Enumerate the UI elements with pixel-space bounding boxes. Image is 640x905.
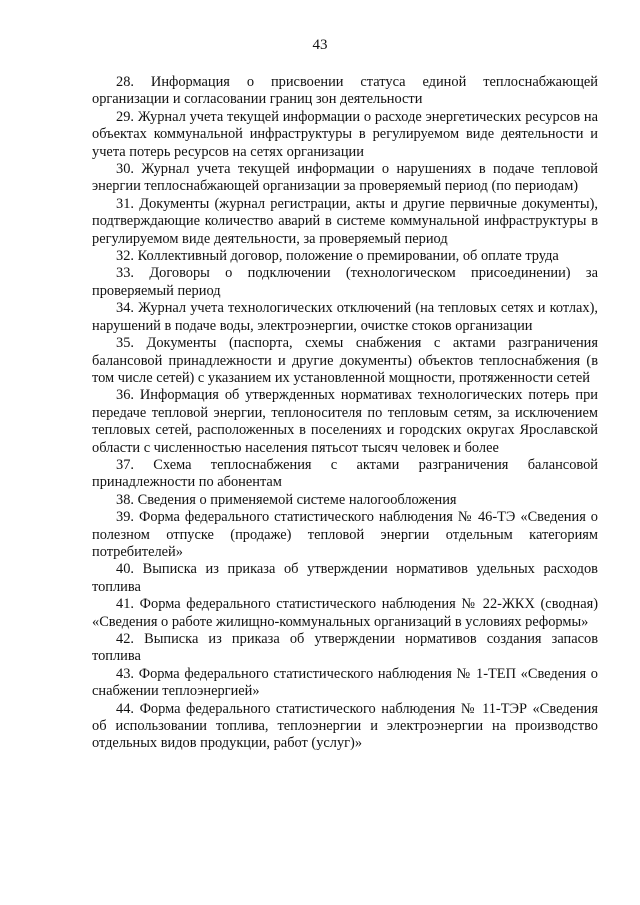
list-item-number: 41. [116,596,134,613]
list-item [92,387,598,457]
list-item-number: 35. [116,335,134,352]
list-item-text: Форма федерального статистического наблюдения № 11-ТЭР «Сведения об использовании топлива, теплоэнергии и электроэнергии на производство отдельных видов продукции, работ (услуг)» [92,700,598,752]
list-item [92,196,598,248]
list-item-text: Выписка из приказа об утверждении нормативов удельных расходов топлива [92,561,598,595]
list-item-number: 44. [116,700,134,717]
list-item [92,161,598,196]
list-item [92,631,598,666]
list-item-number: 33. [116,265,134,282]
list-item-number: 28. [116,74,134,90]
list-item-text: Информация о присвоении статуса единой теплоснабжающей организации и согласовании границ зон деятельности [92,74,598,108]
list-item-text: Выписка из приказа об утверждении нормативов создания запасов топлива [92,631,598,665]
list-item [92,265,598,300]
list-item-number: 42. [116,631,134,647]
list-item-number: 34. [116,300,134,317]
list-item-text: Информация об утвержденных нормативах технологических потерь при передаче тепловой энергии, теплоносителя по тепловым сетям, за исключением тепловых сетей, расположенных в поселениях и городских округах Ярославской области с численностью населения пятьсот тысяч человек и более [92,387,598,456]
list-item-text: Журнал учета текущей информации о нарушениях в подаче тепловой энергии теплоснабжающей организации за проверяемый период (по периодам) [92,161,598,195]
list-item-number: 39. [116,509,134,526]
list-item [92,666,598,701]
list-item-number: 37. [116,456,134,473]
list-item-text: Договоры о подключении (технологическом присоединении) за проверяемый период [92,265,598,299]
list-item [92,509,598,561]
list-item-text: Схема теплоснабжения с актами разграничения балансовой принадлежности по абонентам [92,456,598,491]
list-item-text: Коллективный договор, положение о премировании, об оплате труда [137,248,559,265]
list-item-text: Сведения о применяемой системе налогообложения [137,491,457,508]
list-item-number: 32. [116,248,134,265]
list-item-number: 40. [116,561,134,578]
list-item-number: 31. [116,195,134,212]
list-item-number: 36. [116,387,134,404]
document-list [92,74,598,753]
list-item-number: 38. [116,491,134,508]
list-item [92,701,598,753]
list-item-number: 43. [116,665,134,682]
list-item [92,335,598,387]
list-item [92,457,598,492]
list-item-text: Документы (журнал регистрации, акты и другие первичные документы), подтверждающие количество аварий в системе коммунальной инфраструктуры в регулируемом виде деятельности, за проверяемый период [92,195,598,247]
list-item [92,300,598,335]
list-item [92,74,598,109]
list-item-text: Журнал учета текущей информации о расходе энергетических ресурсов на объектах коммунальной инфраструктуры в регулируемом виде деятельности и учета потерь ресурсов на сетях организации [92,108,598,160]
list-item-text: Форма федерального статистического наблюдения № 46-ТЭ «Сведения о полезном отпуске (продаже) тепловой энергии отдельным категориям потребителей» [92,509,598,560]
list-item-text: Документы (паспорта, схемы снабжения с актами разграничения балансовой принадлежности и другие документы) объектов теплоснабжения (в том числе сетей) с указанием их установленной мощности, протяженности сетей [92,335,598,386]
list-item [92,561,598,596]
list-item-text: Форма федерального статистического наблюдения № 1-ТЕП «Сведения о снабжении теплоэнергией» [92,665,598,700]
list-item-text: Журнал учета технологических отключений (на тепловых сетях и котлах), нарушений в подаче воды, электроэнергии, очистке стоков организации [92,300,598,334]
list-item-text: Форма федерального статистического наблюдения № 22-ЖКХ (сводная) «Сведения о работе жилищно-коммунальных организаций в условиях реформы» [92,596,598,630]
list-item-number: 29. [116,108,134,125]
list-item-number: 30. [116,161,134,178]
list-item [92,492,598,509]
list-item [92,596,598,631]
list-item [92,109,598,161]
list-item [92,248,598,265]
page-number: 43 [312,37,328,53]
